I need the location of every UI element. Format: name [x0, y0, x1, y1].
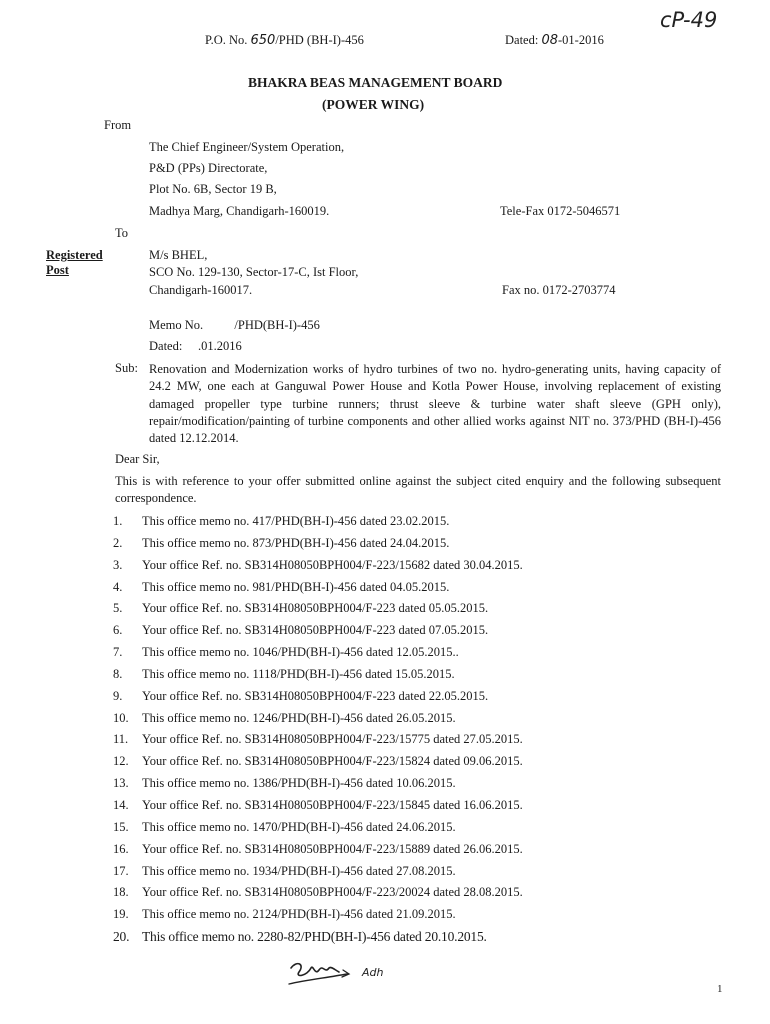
- item-number: 9.: [113, 688, 123, 703]
- from-line-2: P&D (PPs) Directorate,: [149, 161, 268, 175]
- item-text: This office memo no. 981/PHD(BH-I)-456 dated 04.05.2015.: [142, 579, 450, 594]
- item-text: This office memo no. 1118/PHD(BH-I)-456 dated 15.05.2015.: [142, 666, 455, 681]
- intro-paragraph: This is with reference to your offer submitted online against the subject cited enquiry and the following subsequent correspondence.: [115, 474, 721, 505]
- to-line-3: Chandigarh-160017.: [149, 283, 253, 297]
- list-item: [113, 795, 523, 817]
- board-title: BHAKRA BEAS MANAGEMENT BOARD: [248, 75, 503, 90]
- list-item: [113, 904, 523, 926]
- item-text: Your office Ref. no. SB314H08050BPH004/F-223 dated 05.05.2015.: [142, 601, 489, 616]
- item-number: 6.: [113, 623, 123, 638]
- from-label: From: [104, 118, 132, 132]
- list-item: [113, 686, 523, 708]
- item-text: This office memo no. 1246/PHD(BH-I)-456 dated 26.05.2015.: [142, 710, 456, 725]
- dated-suffix: -01-2016: [558, 33, 604, 47]
- list-item: [113, 861, 523, 883]
- list-item: [113, 664, 523, 686]
- list-item: [113, 511, 523, 533]
- po-prefix: P.O. No.: [205, 33, 248, 47]
- item-text: This office memo no. 1046/PHD(BH-I)-456 dated 12.05.2015..: [142, 645, 459, 660]
- list-item: [113, 598, 523, 620]
- po-hand-number: 650: [250, 33, 276, 48]
- item-text: This office memo no. 1470/PHD(BH-I)-456 dated 24.06.2015.: [142, 819, 456, 834]
- item-number: 17.: [113, 863, 129, 878]
- from-line-1: The Chief Engineer/System Operation,: [149, 140, 345, 154]
- list-item: [113, 533, 523, 555]
- item-text: This office memo no. 1934/PHD(BH-I)-456 dated 27.08.2015.: [142, 863, 456, 878]
- item-text: Your office Ref. no. SB314H08050BPH004/F-223/15682 dated 30.04.2015.: [142, 557, 523, 572]
- item-text: This office memo no. 873/PHD(BH-I)-456 dated 24.04.2015.: [142, 535, 450, 550]
- list-item: [113, 751, 523, 773]
- item-text: This office memo no. 417/PHD(BH-I)-456 dated 23.02.2015.: [142, 514, 450, 528]
- item-text: Your office Ref. no. SB314H08050BPH004/F-223/15845 dated 16.06.2015.: [142, 797, 523, 812]
- item-number: 14.: [113, 797, 129, 812]
- reference-list: [113, 511, 523, 948]
- item-text: This office memo no. 1386/PHD(BH-I)-456 dated 10.06.2015.: [142, 776, 456, 791]
- list-item: [113, 839, 523, 861]
- po-number: [205, 33, 364, 48]
- list-item: [113, 773, 523, 795]
- list-item: [113, 926, 523, 948]
- list-item: [113, 620, 523, 642]
- from-line-3: Plot No. 6B, Sector 19 B,: [149, 182, 277, 196]
- item-number: 3.: [113, 557, 123, 572]
- list-item: [113, 642, 523, 664]
- list-item: [113, 729, 523, 751]
- item-text: Your office Ref. no. SB314H08050BPH004/F-223 dated 07.05.2015.: [142, 623, 489, 638]
- list-item: [113, 555, 523, 577]
- item-text: Your office Ref. no. SB314H08050BPH004/F-223/15889 dated 26.06.2015.: [142, 841, 523, 856]
- item-number: 2.: [113, 535, 123, 550]
- item-text: Your office Ref. no. SB314H08050BPH004/F-223/15775 dated 27.05.2015.: [142, 732, 523, 747]
- initials: Adh: [362, 966, 384, 979]
- to-line-2: SCO No. 129-130, Sector-17-C, Ist Floor,: [149, 265, 359, 279]
- item-number: 13.: [113, 776, 129, 791]
- registered-label: Registered: [46, 248, 103, 262]
- po-suffix: /PHD (BH-I)-456: [275, 33, 364, 47]
- to-line-1: M/s BHEL,: [149, 248, 208, 262]
- item-number: 10.: [113, 710, 129, 725]
- list-item: [113, 577, 523, 599]
- fax-number: Fax no. 0172-2703774: [502, 283, 616, 297]
- post-label: Post: [46, 263, 69, 277]
- wing-title: (POWER WING): [322, 97, 425, 112]
- item-text: Your office Ref. no. SB314H08050BPH004/F-223 dated 22.05.2015.: [142, 688, 489, 703]
- list-item: [113, 882, 523, 904]
- memo-dated: Dated: .01.2016: [149, 339, 242, 353]
- page-number: 1: [717, 983, 723, 995]
- item-text: This office memo no. 2124/PHD(BH-I)-456 dated 21.09.2015.: [142, 907, 456, 922]
- list-item: [113, 817, 523, 839]
- item-number: 5.: [113, 601, 123, 616]
- from-line-4: Madhya Marg, Chandigarh-160019.: [149, 204, 330, 218]
- signature-scribble: [285, 956, 355, 992]
- item-number: 15.: [113, 819, 129, 834]
- salutation: Dear Sir,: [115, 452, 160, 466]
- to-label: To: [115, 226, 129, 240]
- item-number: 20.: [113, 929, 130, 945]
- list-item: [113, 708, 523, 730]
- dated-label: Dated:: [505, 33, 539, 47]
- item-number: 8.: [113, 666, 123, 681]
- item-number: 19.: [113, 907, 129, 922]
- memo-number: Memo No. /PHD(BH-I)-456: [149, 318, 320, 332]
- item-number: 11.: [113, 732, 129, 747]
- item-number: 12.: [113, 754, 129, 769]
- subject-text: Renovation and Modernization works of hydro turbines of two no. hydro-generating units, having capacity of 24.2 MW, one each at Ganguwal Power House and Kotla Power House, involving replacement of existing damaged propeller type turbine runners; thrust sleeve & turbine water shaft sleeve (GPH only), repair/modification/painting of turbine components and other allied works against NIT no. 373/PHD (BH-I)-456 dated 12.12.2014.: [149, 362, 721, 446]
- item-number: 7.: [113, 645, 123, 660]
- subject-label: Sub:: [115, 361, 138, 375]
- item-number: 16.: [113, 841, 129, 856]
- dated-hand-day: 08: [541, 33, 558, 48]
- item-text: This office memo no. 2280-82/PHD(BH-I)-456 dated 20.10.2015.: [142, 929, 487, 945]
- telefax: Tele-Fax 0172-5046571: [500, 204, 621, 218]
- item-number: 18.: [113, 885, 129, 900]
- corner-note: cP-49: [660, 8, 718, 32]
- item-text: Your office Ref. no. SB314H08050BPH004/F-223/20024 dated 28.08.2015.: [142, 885, 523, 900]
- item-number: 1.: [113, 514, 123, 528]
- item-text: Your office Ref. no. SB314H08050BPH004/F-223/15824 dated 09.06.2015.: [142, 754, 523, 769]
- item-number: 4.: [113, 579, 123, 594]
- header-date: [505, 33, 604, 48]
